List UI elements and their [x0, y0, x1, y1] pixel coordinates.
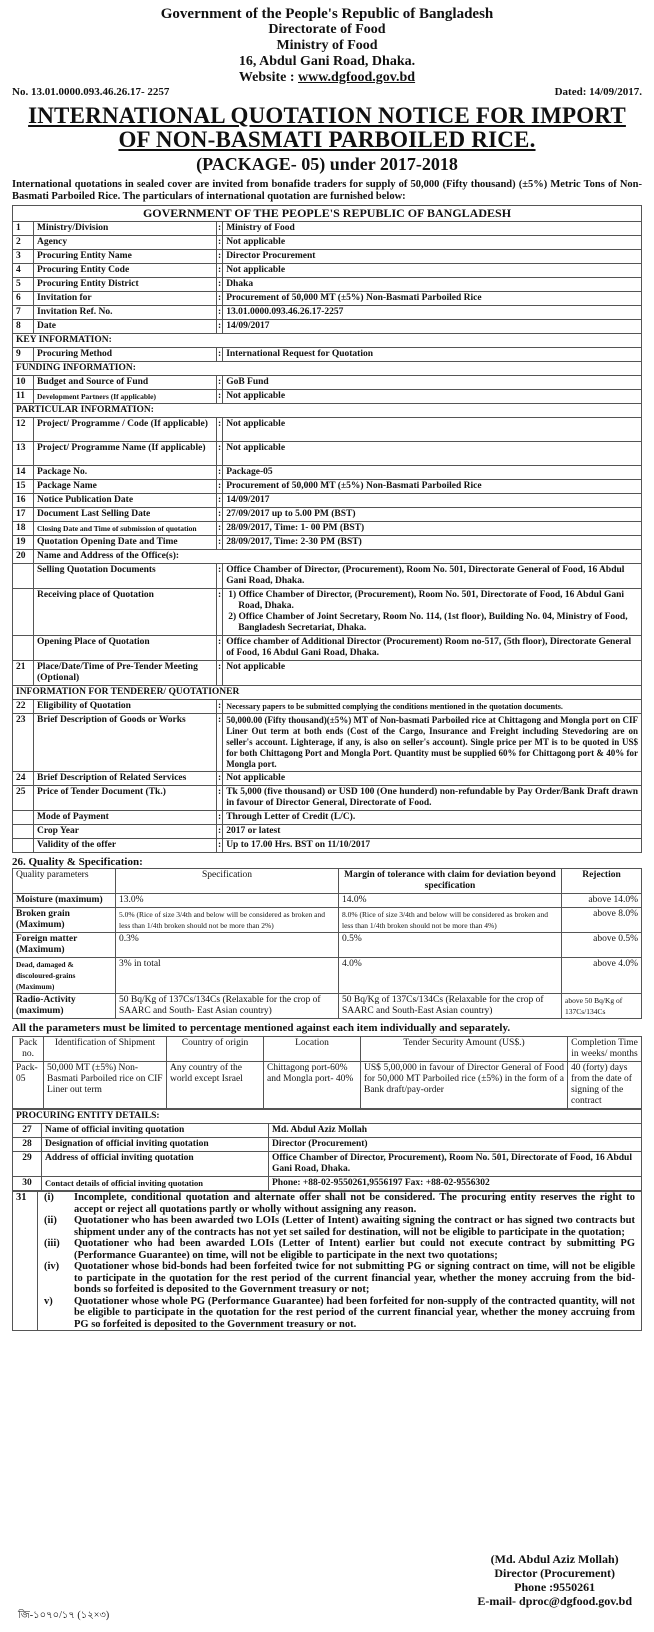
- website-line: [12, 70, 642, 86]
- row-label: Project/ Programme Name (If applicable): [34, 442, 217, 466]
- row-value: Tk 5,000 (five thousand) or USD 100 (One hunderd) non-refundable by Pay Order/Bank Draft drawn in favour of Director General, Directorate of Food.: [223, 786, 642, 811]
- row-label: Project/ Programme / Code (If applicable): [34, 418, 217, 442]
- table-row: [13, 825, 642, 839]
- row-number: 18: [13, 522, 34, 536]
- table-row: [13, 1062, 642, 1109]
- table-row: [13, 1124, 642, 1138]
- signatory-name: (Md. Abdul Aziz Mollah): [490, 1552, 619, 1566]
- row-number: 12: [13, 418, 34, 442]
- condition-item: [41, 1296, 638, 1331]
- row-label: Designation of official inviting quotation: [42, 1138, 269, 1152]
- completion-time: 40 (forty) days from the date of signing of the contract: [568, 1062, 642, 1109]
- colon: :: [217, 825, 223, 839]
- colon: :: [217, 236, 223, 250]
- row-value: Director (Procurement): [269, 1138, 642, 1152]
- receiving-place-2: 2) Office Chamber of Joint Secretary, Room No. 114, (1st floor), Building No. 04, Ministry of Food, Bangladesh Secretariat, Dhaka.: [228, 612, 628, 633]
- quality-reject: above 8.0%: [562, 908, 642, 933]
- row-value: Not applicable: [223, 661, 642, 686]
- row-number: 23: [13, 714, 34, 772]
- pack-no: Pack-05: [13, 1062, 44, 1109]
- table-row: [13, 442, 642, 466]
- row-value: 27/09/2017 up to 5.00 PM (BST): [223, 508, 642, 522]
- condition-text: Quotationer who has been awarded two LOIs (Letter of Intent) awaiting signing the contract or has signed two contracts but shipment under any of the contracts has not yet set sailed for destination, will not be eligible to participate in the quotation;: [74, 1215, 635, 1238]
- colon: :: [217, 786, 223, 811]
- table-row: [13, 1138, 642, 1152]
- row-number: 14: [13, 466, 34, 480]
- row-label: Price of Tender Document (Tk.): [34, 786, 217, 811]
- quality-spec: 13.0%: [116, 894, 339, 908]
- table-row: [13, 348, 642, 362]
- table-row: [13, 390, 642, 404]
- quality-param: Radio-Activity (maximum): [13, 994, 116, 1019]
- row-label: Notice Publication Date: [34, 494, 217, 508]
- row-number: 7: [13, 306, 34, 320]
- row-value: Procurement of 50,000 MT (±5%) Non-Basmati Parboiled Rice: [223, 292, 642, 306]
- row-label: Brief Description of Goods or Works: [34, 714, 217, 772]
- table-row: [13, 292, 642, 306]
- row-value: 14/09/2017: [223, 320, 642, 334]
- colon: :: [217, 494, 223, 508]
- col-header: Country of origin: [167, 1037, 264, 1062]
- colon: :: [217, 522, 223, 536]
- colon: :: [217, 714, 223, 772]
- row-label: Crop Year: [34, 825, 217, 839]
- row-label: Selling Quotation Documents: [34, 564, 217, 589]
- quality-spec: 0.3%: [116, 933, 339, 958]
- section-heading: KEY INFORMATION:: [13, 334, 642, 348]
- row-value: Office Chamber of Director, Procurement), Room No. 501, Directorate of Food, 16 Abdul Gani Road, Dhaka.: [269, 1152, 642, 1177]
- row-value: GoB Fund: [223, 376, 642, 390]
- quality-reject: above 0.5%: [562, 933, 642, 958]
- row-value: Necessary papers to be submitted complying the conditions mentioned in the quotation documents.: [223, 700, 642, 714]
- quality-margin: 14.0%: [339, 894, 562, 908]
- row-number: 8: [13, 320, 34, 334]
- row-label: Contact details of official inviting quotation: [42, 1177, 269, 1191]
- row-number: 24: [13, 772, 34, 786]
- office-address: 16, Abdul Gani Road, Dhaka.: [238, 54, 416, 69]
- row-value: 14/09/2017: [223, 494, 642, 508]
- quality-margin: 8.0% (Rice of size 3/4th and below will be considered as broken and less than 1/4th broken should not be more than 4%): [339, 908, 562, 933]
- row-number: 25: [13, 786, 34, 811]
- conditions-list: [38, 1192, 642, 1331]
- colon: :: [217, 264, 223, 278]
- row-number: 28: [13, 1138, 42, 1152]
- section-heading: PROCURING ENTITY DETAILS:: [13, 1110, 642, 1124]
- table-row: [13, 466, 642, 480]
- signatory-designation: Director (Procurement): [494, 1566, 616, 1580]
- quality-param: Foreign matter (Maximum): [13, 933, 116, 958]
- row-value: Director Procurement: [223, 250, 642, 264]
- row-value: International Request for Quotation: [223, 348, 642, 362]
- table-row: [13, 1152, 642, 1177]
- row-value: Not applicable: [223, 264, 642, 278]
- colon: :: [217, 536, 223, 550]
- colon: :: [217, 480, 223, 494]
- row-value: [223, 589, 642, 636]
- website-link[interactable]: www.dgfood.gov.bd: [298, 70, 416, 85]
- colon: :: [217, 508, 223, 522]
- table-row: [13, 250, 642, 264]
- row-value: 13.01.0000.093.46.26.17-2257: [223, 306, 642, 320]
- quality-margin: 4.0%: [339, 958, 562, 994]
- row-label: Name of official inviting quotation: [42, 1124, 269, 1138]
- quality-spec: 3% in total: [116, 958, 339, 994]
- table-heading: GOVERNMENT OF THE PEOPLE'S REPUBLIC OF BANGLADESH: [13, 206, 642, 222]
- col-header: Pack no.: [13, 1037, 44, 1062]
- row-label: Brief Description of Related Services: [34, 772, 217, 786]
- col-header: Completion Time in weeks/ months: [568, 1037, 642, 1062]
- quality-reject: above 4.0%: [562, 958, 642, 994]
- package-title: (PACKAGE- 05) under 2017-2018: [196, 154, 458, 174]
- colon: :: [217, 700, 223, 714]
- table-row: [13, 264, 642, 278]
- row-label: Agency: [34, 236, 217, 250]
- colon: :: [217, 376, 223, 390]
- col-header: Quality parameters: [13, 869, 116, 894]
- table-row: [13, 564, 642, 589]
- row-number: 15: [13, 480, 34, 494]
- row-number: 3: [13, 250, 34, 264]
- row-value: Procurement of 50,000 MT (±5%) Non-Basmati Parboiled Rice: [223, 480, 642, 494]
- colon: :: [217, 320, 223, 334]
- table-row: [13, 700, 642, 714]
- table-row: [13, 320, 642, 334]
- row-value: Not applicable: [223, 442, 642, 466]
- ministry-name: Ministry of Food: [276, 38, 378, 53]
- row-label: Development Partners (If applicable): [34, 390, 217, 404]
- row-label: Invitation Ref. No.: [34, 306, 217, 320]
- row-label: Budget and Source of Fund: [34, 376, 217, 390]
- row-number: 4: [13, 264, 34, 278]
- row-label: Validity of the offer: [34, 839, 217, 853]
- row-number: 22: [13, 700, 34, 714]
- condition-text: Quotationer whose whole PG (Performance Guarantee) had been forfeited for non-supply of the contracted quantity, will not be eligible to participate in the quotation for the rest period of the current financial year, whether the money accruing from PG so forfeited is deposited to the Government treasury or not.: [74, 1295, 635, 1330]
- row-number: 19: [13, 536, 34, 550]
- row-number: 30: [13, 1177, 42, 1191]
- section-heading: FUNDING INFORMATION:: [13, 362, 642, 376]
- letterhead: [12, 6, 642, 86]
- table-row: [13, 480, 642, 494]
- table-row: [13, 786, 642, 811]
- particulars-table: [12, 205, 642, 853]
- quality-spec: 50 Bq/Kg of 137Cs/134Cs (Relaxable for the crop of SAARC and South- East Asian country): [116, 994, 339, 1019]
- row-number: 6: [13, 292, 34, 306]
- table-row: [13, 811, 642, 825]
- col-header: Specification: [116, 869, 339, 894]
- row-label: Procuring Method: [34, 348, 217, 362]
- table-row: [13, 994, 642, 1019]
- footer-code: জি-১০৭০/১৭ (১২×৩): [18, 1610, 110, 1621]
- parameter-note: All the parameters must be limited to percentage mentioned against each item individually and separately.: [12, 1022, 511, 1034]
- row-label: Ministry/Division: [34, 222, 217, 236]
- colon: :: [217, 811, 223, 825]
- colon: :: [217, 839, 223, 853]
- row-label: Document Last Selling Date: [34, 508, 217, 522]
- signatory-email[interactable]: E-mail- dproc@dgfood.gov.bd: [477, 1594, 632, 1608]
- colon: :: [217, 466, 223, 480]
- row-value: 50,000.00 (Fifty thousand)(±5%) MT of Non-basmati Parboiled rice at Chittagong and Mongla port on CIF Liner Out term at both ends (Cost of the Cargo, Insurance and Freight including Stevedoring are on seller's account. Lighterage, if any, is also on seller's account). Single price per MT is to be quoted in US$ for both Chittagong Port and Mongla Port. Quantity must be supplied 60% for Chittagong port & 40% for Mongla port.: [223, 714, 642, 772]
- colon: :: [217, 222, 223, 236]
- government-name: Government of the People's Republic of Bangladesh: [160, 6, 494, 22]
- quality-param: Moisture (maximum): [13, 894, 116, 908]
- row-label: Package Name: [34, 480, 217, 494]
- row-label: Procuring Entity Code: [34, 264, 217, 278]
- row-value: 28/09/2017, Time: 2-30 PM (BST): [223, 536, 642, 550]
- colon: :: [217, 661, 223, 686]
- row-value: Not applicable: [223, 772, 642, 786]
- table-row: [13, 278, 642, 292]
- signature-block: [477, 1552, 632, 1608]
- row-value: Through Letter of Credit (L/C).: [223, 811, 642, 825]
- row-label: Place/Date/Time of Pre-Tender Meeting (Optional): [34, 661, 217, 686]
- col-header: Identification of Shipment: [44, 1037, 167, 1062]
- row-number: 27: [13, 1124, 42, 1138]
- row-label: Quotation Opening Date and Time: [34, 536, 217, 550]
- table-row: [13, 222, 642, 236]
- table-row: [13, 508, 642, 522]
- table-row: [13, 894, 642, 908]
- row-label: Date: [34, 320, 217, 334]
- quality-reject: above 14.0%: [562, 894, 642, 908]
- row-label: Address of official inviting quotation: [42, 1152, 269, 1177]
- table-row: [13, 958, 642, 994]
- table-row: [13, 714, 642, 772]
- row-value: Not applicable: [223, 418, 642, 442]
- colon: :: [217, 418, 223, 442]
- directorate-name: Directorate of Food: [268, 22, 386, 37]
- procuring-table: [12, 1109, 642, 1191]
- row-label: Invitation for: [34, 292, 217, 306]
- row-number: 13: [13, 442, 34, 466]
- condition-key: v): [44, 1295, 53, 1307]
- ref-line: [12, 86, 642, 98]
- row-label: Eligibility of Quotation: [34, 700, 217, 714]
- col-header: Margin of tolerance with claim for deviation beyond specification: [339, 869, 562, 894]
- condition-item: [41, 1192, 638, 1215]
- row-value: Package-05: [223, 466, 642, 480]
- receiving-place-1: 1) Office Chamber of Director, (Procurement), Room No. 501, Directorate of Food, 16 Abdul Gani Road, Dhaka.: [228, 590, 625, 611]
- table-row: [13, 589, 642, 636]
- title-line-2: OF NON-BASMATI PARBOILED RICE.: [118, 127, 536, 152]
- row-value: Office Chamber of Director, (Procurement), Room No. 501, Directorate General of Food, 16 Abdul Gani Road, Dhaka.: [223, 564, 642, 589]
- notice-title: [12, 104, 642, 152]
- table-row: [13, 306, 642, 320]
- table-row: [13, 839, 642, 853]
- table-row: [13, 636, 642, 661]
- location: Chittagong port-60% and Mongla port- 40%: [264, 1062, 361, 1109]
- shipment-id: 50,000 MT (±5%) Non-Basmati Parboiled rice on CIF Liner out term: [44, 1062, 167, 1109]
- row-number: 17: [13, 508, 34, 522]
- colon: :: [217, 306, 223, 320]
- quality-margin: 0.5%: [339, 933, 562, 958]
- table-row: [13, 933, 642, 958]
- table-row: [13, 1177, 642, 1191]
- colon: :: [217, 348, 223, 362]
- colon: :: [217, 278, 223, 292]
- section-heading: INFORMATION FOR TENDERER/ QUOTATIONER: [13, 686, 642, 700]
- row-number: 5: [13, 278, 34, 292]
- row-label: Mode of Payment: [34, 811, 217, 825]
- notice-date: Dated: 14/09/2017.: [554, 86, 642, 98]
- row-number: 31: [13, 1192, 38, 1331]
- tender-security: US$ 5,00,000 in favour of Director General of Food for 50,000 MT Parboiled rice (±5%) in the form of a Bank draft/pay-order: [361, 1062, 568, 1109]
- quality-reject: above 50 Bq/Kg of 137Cs/134Cs: [562, 994, 642, 1019]
- title-line-1: INTERNATIONAL QUOTATION NOTICE FOR IMPORT: [28, 103, 626, 128]
- table-row: [13, 522, 642, 536]
- quality-table: [12, 868, 642, 1019]
- quality-heading: 26. Quality & Specification:: [12, 856, 143, 868]
- col-header: Rejection: [562, 869, 642, 894]
- row-value: Up to 17.00 Hrs. BST on 11/10/2017: [223, 839, 642, 853]
- colon: :: [217, 772, 223, 786]
- condition-key: (ii): [44, 1215, 57, 1226]
- condition-key: (iv): [44, 1261, 60, 1272]
- row-label: Procuring Entity Name: [34, 250, 217, 264]
- row-label: Procuring Entity District: [34, 278, 217, 292]
- package-table: [12, 1036, 642, 1109]
- row-number: 9: [13, 348, 34, 362]
- row-value: 2017 or latest: [223, 825, 642, 839]
- row-label: Name and Address of the Office(s):: [34, 550, 642, 564]
- condition-text: Quotationer whose bid-bonds had been forfeited twice for not submitting PG or signing contract on time, will not be eligible to participate in the quotation for the rest period of the current financial year, whether the money accruing from the bid-bonds so forfeited is deposited to the Government treasury or not;: [74, 1261, 635, 1295]
- colon: :: [217, 589, 223, 636]
- row-value: Not applicable: [223, 236, 642, 250]
- row-value: Md. Abdul Aziz Mollah: [269, 1124, 642, 1138]
- row-value: Not applicable: [223, 390, 642, 404]
- quality-param: Dead, damaged & discoloured-grains (Maximum): [13, 958, 116, 994]
- condition-key: (i): [44, 1192, 54, 1203]
- row-label: Opening Place of Quotation: [34, 636, 217, 661]
- colon: :: [217, 442, 223, 466]
- table-row: [13, 772, 642, 786]
- condition-text: Quotationer who had been awarded LOIs (Letter of Intent) earlier but could not execute contract by submitting PG (Performance Guarantee) on time, will not be eligible to participate in the next two quotations;: [74, 1238, 635, 1261]
- row-label: Closing Date and Time of submission of quotation: [34, 522, 217, 536]
- table-row: [13, 908, 642, 933]
- row-value: Dhaka: [223, 278, 642, 292]
- table-row: [13, 236, 642, 250]
- table-row: [13, 536, 642, 550]
- quality-margin: 50 Bq/Kg of 137Cs/134Cs (Relaxable for the crop of SAARC and South-East Asian country): [339, 994, 562, 1019]
- table-row: [13, 661, 642, 686]
- condition-key: (iii): [44, 1238, 60, 1249]
- conditions-table: [12, 1191, 642, 1331]
- section-heading: PARTICULAR INFORMATION:: [13, 404, 642, 418]
- colon: :: [217, 636, 223, 661]
- notice-page: [12, 0, 642, 1621]
- row-number: 10: [13, 376, 34, 390]
- row-number: 21: [13, 661, 34, 686]
- signatory-phone: Phone :9550261: [514, 1580, 596, 1594]
- col-header: Tender Security Amount (US$.): [361, 1037, 568, 1062]
- table-row: [13, 550, 642, 564]
- row-value: Office chamber of Additional Director (Procurement) Room no-517, (5th floor), Directorate General of Food, 16 Abdul Gani Road, Dhaka.: [223, 636, 642, 661]
- row-label: Package No.: [34, 466, 217, 480]
- row-number: 29: [13, 1152, 42, 1177]
- colon: :: [217, 564, 223, 589]
- reference-number: No. 13.01.0000.093.46.26.17- 2257: [12, 86, 170, 98]
- row-number: 20: [13, 550, 34, 564]
- col-header: Location: [264, 1037, 361, 1062]
- condition-item: [41, 1261, 638, 1296]
- row-value: Phone: +88-02-9550261,9556197 Fax: +88-02-9556302: [269, 1177, 642, 1191]
- colon: :: [217, 390, 223, 404]
- condition-item: [41, 1238, 638, 1261]
- quality-spec: 5.0% (Rice of size 3/4th and below will be considered as broken and less than 1/4th broken should not be more than 2%): [116, 908, 339, 933]
- quality-param: Broken grain (Maximum): [13, 908, 116, 933]
- website-label: Website :: [238, 70, 298, 85]
- table-row: [13, 376, 642, 390]
- row-number: 1: [13, 222, 34, 236]
- country-of-origin: Any country of the world except Israel: [167, 1062, 264, 1109]
- row-value: Ministry of Food: [223, 222, 642, 236]
- row-number: 16: [13, 494, 34, 508]
- table-row: [13, 418, 642, 442]
- condition-text: Incomplete, conditional quotation and alternate offer shall not be considered. The procuring entity reserves the right to accept or reject all quotations partly or wholly without assigning any reason.: [74, 1192, 635, 1215]
- row-number: 2: [13, 236, 34, 250]
- row-label: Receiving place of Quotation: [34, 589, 217, 636]
- table-row: [13, 494, 642, 508]
- row-value: 28/09/2017, Time: 1- 00 PM (BST): [223, 522, 642, 536]
- colon: :: [217, 292, 223, 306]
- intro-paragraph: International quotations in sealed cover are invited from bonafide traders for supply of 50,000 (Fifty thousand) (±5%) Metric Tons of Non-Basmati Parboiled Rice. The particulars of international quotation are furnished below:: [12, 179, 642, 202]
- condition-item: [41, 1215, 638, 1238]
- row-number: 11: [13, 390, 34, 404]
- colon: :: [217, 250, 223, 264]
